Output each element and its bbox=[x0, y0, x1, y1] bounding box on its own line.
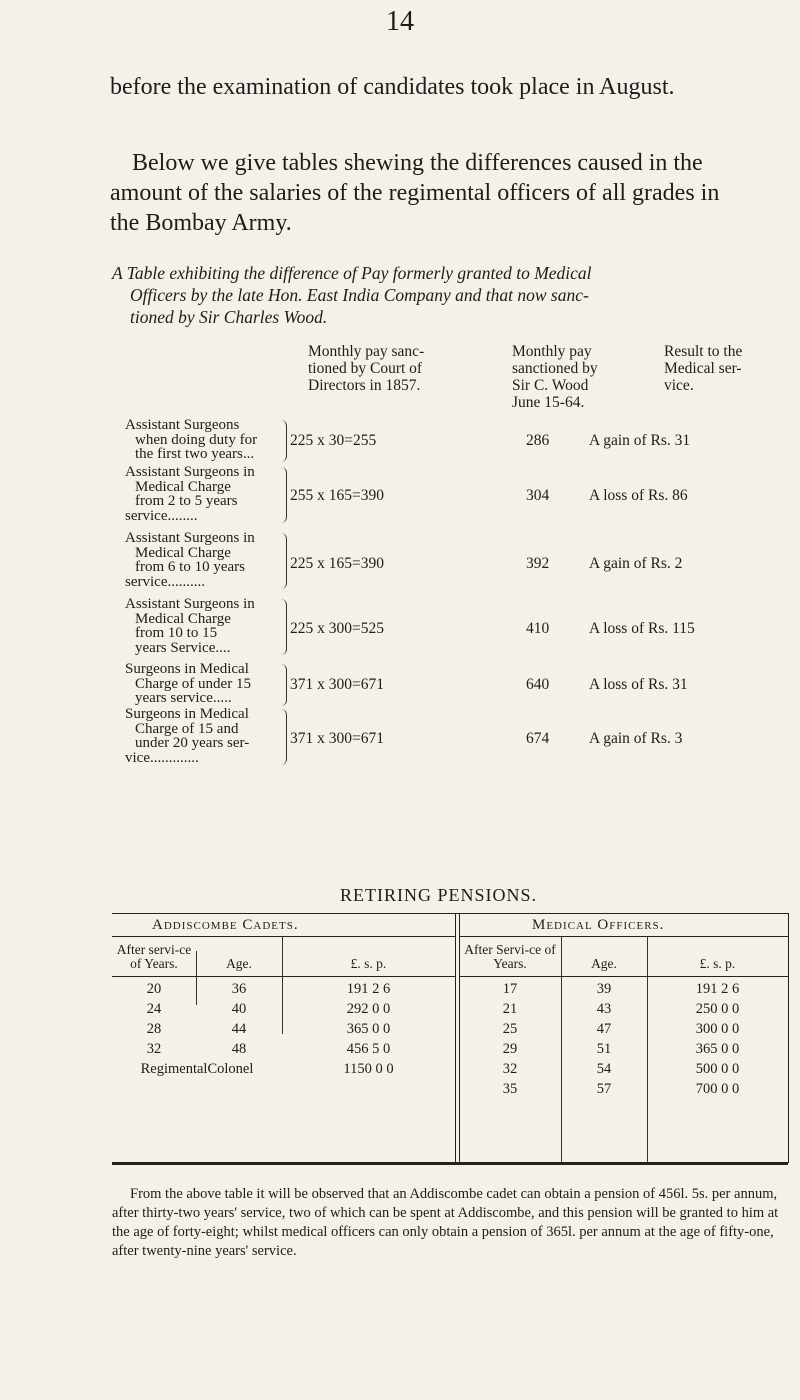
medical-age: 47 bbox=[596, 1021, 612, 1037]
row-label-line: service.......... bbox=[125, 573, 205, 590]
formula-1857: 371 x 300=671 bbox=[290, 730, 384, 747]
medical-age: 39 bbox=[596, 981, 612, 997]
result: A loss of Rs. 115 bbox=[589, 620, 695, 637]
header-rule bbox=[112, 976, 455, 977]
medical-years: 21 bbox=[502, 1001, 518, 1017]
medical-amount: 700 0 0 bbox=[695, 1081, 740, 1097]
result: A gain of Rs. 3 bbox=[589, 730, 683, 747]
row-label-line: service........ bbox=[125, 507, 198, 524]
header-rule bbox=[459, 976, 788, 977]
row-label-line: when doing duty for bbox=[135, 431, 258, 448]
addiscombe-title: Addiscombe Cadets. bbox=[152, 917, 299, 933]
pay-row-label bbox=[125, 707, 280, 765]
header-line: vice. bbox=[664, 377, 694, 394]
row-label-line: under 20 years ser- bbox=[135, 735, 250, 751]
medical-amount: 250 0 0 bbox=[695, 1001, 740, 1017]
medical-amount: 191 2 6 bbox=[695, 981, 740, 997]
header-line: Monthly pay sanc- bbox=[308, 343, 425, 360]
brace bbox=[278, 664, 287, 706]
medical-years: 32 bbox=[502, 1061, 518, 1077]
medical-years: 17 bbox=[502, 981, 518, 997]
addiscombe-age: 48 bbox=[231, 1041, 247, 1057]
monthly-pay-1864: 640 bbox=[526, 676, 550, 693]
medical-age: 43 bbox=[596, 1001, 612, 1017]
result: A loss of Rs. 86 bbox=[589, 487, 688, 504]
header-age: Age. bbox=[226, 956, 252, 971]
pay-row-label bbox=[125, 597, 280, 655]
pay-row-label bbox=[125, 418, 280, 462]
caption-line-2: Officers by the late Hon. East India Company and that now sanc- bbox=[130, 285, 589, 305]
header-line: Directors in 1857. bbox=[308, 377, 421, 394]
row-label-line: vice............. bbox=[125, 749, 199, 766]
monthly-pay-1864: 304 bbox=[526, 487, 550, 504]
section-rule bbox=[459, 936, 788, 937]
header-court-of-directors bbox=[308, 343, 424, 394]
page-number: 14 bbox=[386, 6, 414, 37]
result: A gain of Rs. 2 bbox=[589, 555, 683, 572]
row-label-line: from 2 to 5 years bbox=[135, 493, 238, 509]
medical-amount: 365 0 0 bbox=[695, 1041, 740, 1057]
table-bottom-rule bbox=[112, 1162, 788, 1165]
formula-1857: 225 x 165=390 bbox=[290, 555, 384, 572]
row-label-line: years service..... bbox=[135, 690, 232, 706]
table-top-rule bbox=[112, 913, 788, 914]
paragraph-2: Below we give tables shewing the differences caused in the amount of the salaries of the regimental officers of all grades in the Bombay Army. bbox=[110, 150, 720, 236]
caption-line-1: A Table exhibiting the difference of Pay formerly granted to Medical bbox=[112, 263, 592, 283]
addiscombe-amount: 292 0 0 bbox=[346, 1001, 391, 1017]
row-label-line: Medical Charge bbox=[135, 544, 231, 561]
addiscombe-amount: 1150 0 0 bbox=[343, 1061, 394, 1077]
row-label-line: Assistant Surgeons in bbox=[125, 596, 255, 612]
medical-age: 51 bbox=[596, 1041, 612, 1057]
row-label-line: years Service.... bbox=[135, 639, 231, 656]
pay-row-label bbox=[125, 662, 280, 706]
row-label-line: the first two years... bbox=[135, 446, 255, 462]
addiscombe-amount: 456 5 0 bbox=[346, 1041, 391, 1057]
table-caption bbox=[112, 262, 762, 328]
brace bbox=[278, 709, 287, 765]
header-years: After Servi-ce of Years. bbox=[464, 942, 556, 971]
row-label-line: from 10 to 15 bbox=[135, 625, 218, 641]
header-years: After servi-ce of Years. bbox=[116, 942, 192, 971]
footnote: From the above table it will be observed that an Addiscombe cadet can obtain a pension of 456l. 5s. per annum, after thirty-two years' service, two of which can be spent at Addiscombe, and this pension will be granted to him at the age of forty-eight; whilst medical officers can only obtain a pension of 365l. per annum at the age of fifty-one, after twenty-nine years' service. bbox=[112, 1185, 779, 1259]
medical-amount: 300 0 0 bbox=[695, 1021, 740, 1037]
pension-tables bbox=[112, 913, 788, 1163]
result: A loss of Rs. 31 bbox=[589, 676, 688, 693]
paragraph-1: before the examination of candidates took place in August. bbox=[110, 74, 675, 100]
row-label-line: Medical Charge bbox=[135, 478, 231, 495]
medical-age: 54 bbox=[596, 1061, 612, 1077]
brace bbox=[278, 599, 287, 655]
medical-title: Medical Officers. bbox=[532, 917, 665, 933]
result: A gain of Rs. 31 bbox=[589, 432, 691, 449]
retiring-pensions-heading: RETIRING PENSIONS. bbox=[340, 885, 538, 905]
header-line: Medical ser- bbox=[664, 360, 742, 377]
header-sir-c-wood bbox=[512, 343, 598, 411]
addiscombe-years: 28 bbox=[146, 1021, 162, 1037]
addiscombe-age: 40 bbox=[231, 1001, 247, 1017]
header-line: Result to the bbox=[664, 343, 743, 360]
addiscombe-years: 20 bbox=[146, 981, 162, 997]
medical-years: 29 bbox=[502, 1041, 518, 1057]
pay-row-label bbox=[125, 465, 280, 523]
brace bbox=[278, 420, 287, 462]
pay-row-label bbox=[125, 531, 280, 589]
header-line: sanctioned by bbox=[512, 360, 598, 377]
row-label-line: from 6 to 10 years bbox=[135, 559, 245, 575]
row-label-line: Surgeons in Medical bbox=[125, 706, 249, 722]
header-result bbox=[664, 343, 742, 394]
monthly-pay-1864: 674 bbox=[526, 730, 550, 747]
addiscombe-age: 44 bbox=[231, 1021, 247, 1037]
formula-1857: 255 x 165=390 bbox=[290, 487, 384, 504]
table-right-rule bbox=[788, 913, 789, 1163]
addiscombe-years: 24 bbox=[146, 1001, 162, 1017]
formula-1857: 371 x 300=671 bbox=[290, 676, 384, 693]
monthly-pay-1864: 410 bbox=[526, 620, 550, 637]
row-label-line: Charge of 15 and bbox=[135, 720, 239, 737]
addiscombe-amount: 365 0 0 bbox=[346, 1021, 391, 1037]
monthly-pay-1864: 286 bbox=[526, 432, 550, 449]
medical-age: 57 bbox=[596, 1081, 612, 1097]
brace bbox=[278, 533, 287, 589]
addiscombe-age: 36 bbox=[231, 981, 247, 997]
medical-years: 25 bbox=[502, 1021, 518, 1037]
monthly-pay-1864: 392 bbox=[526, 555, 550, 572]
brace bbox=[278, 467, 287, 523]
header-line: tioned by Court of bbox=[308, 360, 423, 377]
header-amount: £. s. p. bbox=[699, 956, 736, 971]
row-label-line: Surgeons in Medical bbox=[125, 661, 249, 677]
header-amount: £. s. p. bbox=[350, 956, 387, 971]
row-label-line: Medical Charge bbox=[135, 610, 231, 627]
row-label-line: Assistant Surgeons bbox=[125, 417, 240, 433]
header-line: Monthly pay bbox=[512, 343, 592, 360]
addiscombe-years: 32 bbox=[146, 1041, 162, 1057]
row-label-line: Assistant Surgeons in bbox=[125, 464, 255, 480]
header-line: Sir C. Wood bbox=[512, 377, 589, 394]
row-label-line: Charge of under 15 bbox=[135, 675, 251, 692]
medical-amount: 500 0 0 bbox=[695, 1061, 740, 1077]
table-divider bbox=[455, 913, 456, 1163]
formula-1857: 225 x 30=255 bbox=[290, 432, 377, 449]
addiscombe-amount: 191 2 6 bbox=[346, 981, 391, 997]
header-line: June 15-64. bbox=[512, 394, 585, 411]
section-rule bbox=[112, 936, 455, 937]
header-age: Age. bbox=[591, 956, 617, 971]
medical-years: 35 bbox=[502, 1081, 518, 1097]
row-label-line: Assistant Surgeons in bbox=[125, 530, 255, 546]
addiscombe-years: RegimentalColonel bbox=[140, 1061, 254, 1077]
caption-line-3: tioned by Sir Charles Wood. bbox=[130, 307, 328, 327]
formula-1857: 225 x 300=525 bbox=[290, 620, 384, 637]
